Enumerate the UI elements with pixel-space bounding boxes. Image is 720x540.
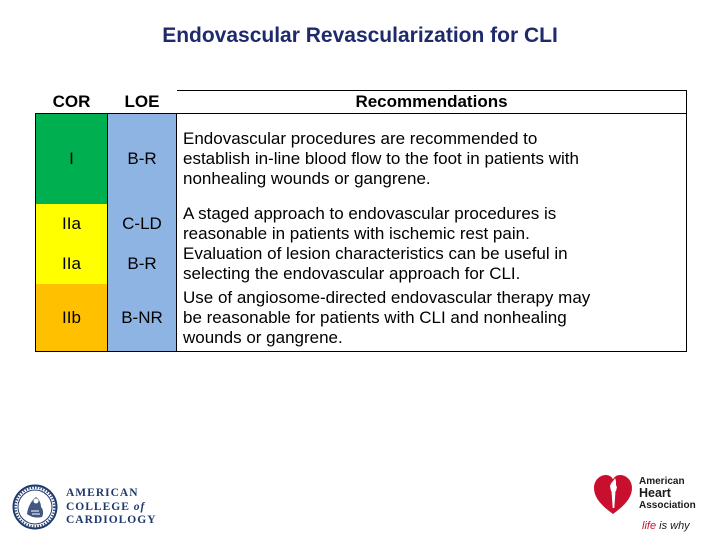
cor-cell: IIa bbox=[36, 244, 108, 284]
aha-tagline bbox=[642, 520, 690, 532]
table-header-row bbox=[36, 91, 687, 114]
recommendations-table bbox=[35, 90, 687, 352]
recommendation-cell bbox=[177, 244, 687, 284]
aha-logo bbox=[592, 470, 716, 536]
recommendation-cell bbox=[177, 284, 687, 352]
aha-line-1: American bbox=[639, 476, 685, 487]
recommendation-line: nonhealing wounds or gangrene. bbox=[183, 169, 431, 188]
recommendation-line: Evaluation of lesion characteristics can be useful in bbox=[183, 244, 568, 263]
recommendation-cell bbox=[177, 204, 687, 244]
aha-line-2: Heart bbox=[639, 486, 671, 500]
acc-line-2a: COLLEGE bbox=[66, 500, 134, 513]
acc-wordmark bbox=[66, 487, 157, 528]
recommendation-line: wounds or gangrene. bbox=[183, 327, 343, 347]
acc-line-3: CARDIOLOGY bbox=[66, 514, 157, 526]
recommendation-cell bbox=[177, 114, 687, 205]
aha-wordmark bbox=[639, 476, 696, 511]
recommendation-line: selecting the endovascular approach for CLI. bbox=[183, 264, 521, 283]
slide-title: Endovascular Revascularization for CLI bbox=[162, 24, 558, 47]
header-recommendations: Recommendations bbox=[177, 91, 687, 114]
aha-tag-rest: is why bbox=[656, 520, 690, 532]
aha-tag-life: life bbox=[642, 520, 657, 532]
recommendation-line: Use of angiosome-directed endovascular therapy may bbox=[183, 287, 591, 307]
recommendation-line: Endovascular procedures are recommended to bbox=[183, 129, 538, 148]
table-row bbox=[36, 204, 687, 244]
table-row bbox=[36, 284, 687, 352]
acc-line-2b: of bbox=[133, 500, 146, 513]
cor-cell: IIb bbox=[36, 284, 108, 352]
loe-cell: C-LD bbox=[108, 204, 177, 244]
acc-line-2 bbox=[66, 501, 157, 515]
acc-line-1: AMERICAN bbox=[66, 487, 139, 499]
cor-cell: IIa bbox=[36, 204, 108, 244]
recommendation-line: A staged approach to endovascular procedures is bbox=[183, 204, 557, 223]
cor-cell: I bbox=[36, 114, 108, 205]
table-row bbox=[36, 114, 687, 205]
loe-cell: B-NR bbox=[108, 284, 177, 352]
heart-torch-icon bbox=[592, 470, 634, 522]
header-loe: LOE bbox=[108, 91, 177, 114]
loe-cell: B-R bbox=[108, 114, 177, 205]
acc-logo bbox=[12, 484, 172, 530]
acc-seal-icon bbox=[12, 484, 58, 530]
header-cor: COR bbox=[36, 91, 108, 114]
recommendation-line: reasonable in patients with ischemic rest pain. bbox=[183, 224, 530, 243]
recommendation-line: establish in-line blood flow to the foot in patients with bbox=[183, 149, 579, 168]
recommendation-line: be reasonable for patients with CLI and nonhealing bbox=[183, 307, 567, 327]
loe-cell: B-R bbox=[108, 244, 177, 284]
aha-line-3: Association bbox=[639, 500, 696, 511]
table-row bbox=[36, 244, 687, 284]
